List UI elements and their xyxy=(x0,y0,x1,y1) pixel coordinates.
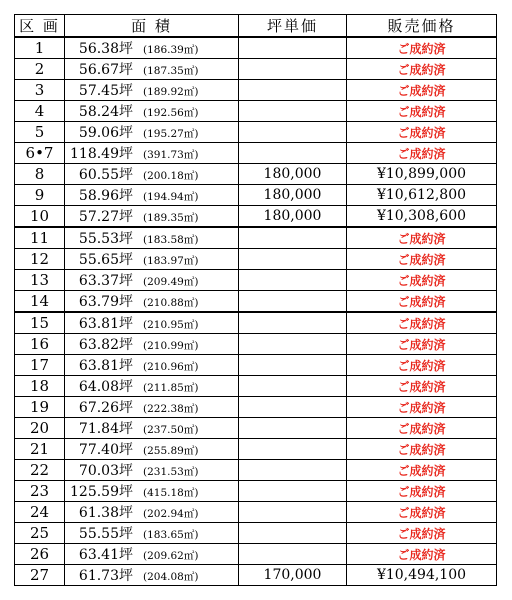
area-cell xyxy=(65,80,239,101)
area-cell xyxy=(65,122,239,143)
lot-number-cell: 16 xyxy=(15,334,65,355)
area-tsubo: 61.73坪 xyxy=(78,568,133,584)
sold-status-cell: ご成約済 xyxy=(347,312,497,334)
unit-price-cell: 170,000 xyxy=(239,565,347,586)
sale-price-cell: ¥10,308,600 xyxy=(347,206,497,228)
sold-status-cell: ご成約済 xyxy=(347,523,497,544)
sale-price-cell: ¥10,612,800 xyxy=(347,185,497,206)
area-cell xyxy=(65,37,239,59)
area-square-meters: (194.94㎡) xyxy=(143,191,199,203)
area-cell xyxy=(65,227,239,249)
unit-price-cell: 180,000 xyxy=(239,206,347,228)
lot-number-cell: 11 xyxy=(15,227,65,249)
sold-status-cell: ご成約済 xyxy=(347,397,497,418)
sold-status-cell: ご成約済 xyxy=(347,122,497,143)
area-cell xyxy=(65,544,239,565)
area-tsubo: 63.41坪 xyxy=(78,547,133,563)
area-tsubo: 64.08坪 xyxy=(78,379,133,395)
area-tsubo: 56.38坪 xyxy=(78,41,133,57)
area-square-meters: (210.88㎡) xyxy=(143,297,199,309)
table-row xyxy=(15,376,497,397)
area-tsubo: 58.24坪 xyxy=(78,104,133,120)
area-square-meters: (210.99㎡) xyxy=(143,340,199,352)
table-row xyxy=(15,334,497,355)
lot-number-cell: 20 xyxy=(15,418,65,439)
unit-price-cell xyxy=(239,376,347,397)
lot-number-cell: 4 xyxy=(15,101,65,122)
area-square-meters: (186.39㎡) xyxy=(143,44,199,56)
unit-price-column-header: 坪単価 xyxy=(239,15,347,38)
lot-number-cell: 5 xyxy=(15,122,65,143)
table-row xyxy=(15,206,497,228)
area-square-meters: (255.89㎡) xyxy=(143,445,199,457)
area-tsubo: 63.79坪 xyxy=(78,294,133,310)
area-square-meters: (202.94㎡) xyxy=(143,508,199,520)
area-tsubo: 118.49坪 xyxy=(70,146,133,162)
lot-number-cell: 19 xyxy=(15,397,65,418)
area-cell xyxy=(65,164,239,185)
area-cell xyxy=(65,565,239,586)
table-row xyxy=(15,101,497,122)
lot-number-cell: 15 xyxy=(15,312,65,334)
area-tsubo: 61.38坪 xyxy=(78,505,133,521)
unit-price-cell xyxy=(239,80,347,101)
area-cell xyxy=(65,418,239,439)
area-square-meters: (210.95㎡) xyxy=(143,319,199,331)
area-tsubo: 77.40坪 xyxy=(78,442,133,458)
sold-status-cell: ご成約済 xyxy=(347,80,497,101)
unit-price-cell xyxy=(239,270,347,291)
sold-status-cell: ご成約済 xyxy=(347,460,497,481)
area-square-meters: (415.18㎡) xyxy=(143,487,199,499)
unit-price-cell xyxy=(239,249,347,270)
table-row xyxy=(15,80,497,101)
unit-price-cell xyxy=(239,312,347,334)
area-cell xyxy=(65,523,239,544)
area-tsubo: 70.03坪 xyxy=(78,463,133,479)
unit-price-cell: 180,000 xyxy=(239,185,347,206)
table-row xyxy=(15,355,497,376)
unit-price-cell xyxy=(239,59,347,80)
lot-number-cell: 10 xyxy=(15,206,65,228)
lot-number-cell: 3 xyxy=(15,80,65,101)
unit-price-cell xyxy=(239,291,347,313)
area-tsubo: 55.65坪 xyxy=(78,252,133,268)
area-tsubo: 60.55坪 xyxy=(78,167,133,183)
area-cell xyxy=(65,334,239,355)
area-cell xyxy=(65,439,239,460)
unit-price-cell xyxy=(239,101,347,122)
area-square-meters: (211.85㎡) xyxy=(143,382,199,394)
area-square-meters: (187.35㎡) xyxy=(143,65,199,77)
table-row xyxy=(15,502,497,523)
area-cell xyxy=(65,185,239,206)
area-square-meters: (210.96㎡) xyxy=(143,361,199,373)
area-tsubo: 63.81坪 xyxy=(78,316,133,332)
sold-status-cell: ご成約済 xyxy=(347,376,497,397)
area-square-meters: (200.18㎡) xyxy=(143,170,199,182)
area-cell xyxy=(65,143,239,164)
area-square-meters: (183.97㎡) xyxy=(143,255,199,267)
lot-number-cell: 14 xyxy=(15,291,65,313)
lot-number-cell: 26 xyxy=(15,544,65,565)
lot-number-cell: 18 xyxy=(15,376,65,397)
table-row xyxy=(15,460,497,481)
unit-price-cell xyxy=(239,544,347,565)
lot-number-cell: 27 xyxy=(15,565,65,586)
sale-price-cell: ¥10,899,000 xyxy=(347,164,497,185)
table-row xyxy=(15,418,497,439)
area-square-meters: (183.58㎡) xyxy=(143,234,199,246)
lot-number-cell: 9 xyxy=(15,185,65,206)
area-square-meters: (209.62㎡) xyxy=(143,550,199,562)
area-tsubo: 57.45坪 xyxy=(78,83,133,99)
area-tsubo: 71.84坪 xyxy=(78,421,133,437)
lot-number-cell: 25 xyxy=(15,523,65,544)
table-row xyxy=(15,523,497,544)
lot-number-cell: 13 xyxy=(15,270,65,291)
unit-price-cell xyxy=(239,122,347,143)
lot-number-cell: 1 xyxy=(15,37,65,59)
area-column-header: 面 積 xyxy=(65,15,239,38)
area-cell xyxy=(65,206,239,228)
lot-price-table xyxy=(14,14,497,586)
lot-number-cell: 2 xyxy=(15,59,65,80)
table-row xyxy=(15,397,497,418)
lot-number-cell: 22 xyxy=(15,460,65,481)
table-row xyxy=(15,59,497,80)
sold-status-cell: ご成約済 xyxy=(347,481,497,502)
sold-status-cell: ご成約済 xyxy=(347,59,497,80)
unit-price-cell xyxy=(239,355,347,376)
lot-number-cell: 12 xyxy=(15,249,65,270)
table-row xyxy=(15,270,497,291)
table-row xyxy=(15,249,497,270)
area-square-meters: (391.73㎡) xyxy=(143,149,199,161)
area-square-meters: (192.56㎡) xyxy=(143,107,199,119)
table-row xyxy=(15,481,497,502)
sold-status-cell: ご成約済 xyxy=(347,37,497,59)
lot-price-table-container xyxy=(14,14,497,586)
area-tsubo: 125.59坪 xyxy=(70,484,133,500)
sale-price-cell: ¥10,494,100 xyxy=(347,565,497,586)
unit-price-cell xyxy=(239,481,347,502)
area-square-meters: (195.27㎡) xyxy=(143,128,199,140)
area-cell xyxy=(65,291,239,313)
area-tsubo: 59.06坪 xyxy=(78,125,133,141)
sold-status-cell: ご成約済 xyxy=(347,291,497,313)
sold-status-cell: ご成約済 xyxy=(347,249,497,270)
unit-price-cell xyxy=(239,334,347,355)
lot-number-cell: 17 xyxy=(15,355,65,376)
sold-status-cell: ご成約済 xyxy=(347,439,497,460)
area-square-meters: (231.53㎡) xyxy=(143,466,199,478)
area-tsubo: 57.27坪 xyxy=(78,209,133,225)
area-tsubo: 55.55坪 xyxy=(78,526,133,542)
area-cell xyxy=(65,312,239,334)
area-tsubo: 63.37坪 xyxy=(78,273,133,289)
table-row xyxy=(15,122,497,143)
table-row xyxy=(15,565,497,586)
area-square-meters: (189.92㎡) xyxy=(143,86,199,98)
area-tsubo: 55.53坪 xyxy=(78,231,133,247)
sold-status-cell: ご成約済 xyxy=(347,227,497,249)
unit-price-cell xyxy=(239,143,347,164)
area-tsubo: 58.96坪 xyxy=(78,188,133,204)
sold-status-cell: ご成約済 xyxy=(347,334,497,355)
table-row xyxy=(15,544,497,565)
unit-price-cell xyxy=(239,37,347,59)
area-tsubo: 63.81坪 xyxy=(78,358,133,374)
lot-number-cell: 8 xyxy=(15,164,65,185)
sold-status-cell: ご成約済 xyxy=(347,143,497,164)
lot-number-cell: 23 xyxy=(15,481,65,502)
area-tsubo: 56.67坪 xyxy=(78,62,133,78)
area-tsubo: 67.26坪 xyxy=(78,400,133,416)
area-cell xyxy=(65,59,239,80)
area-cell xyxy=(65,481,239,502)
area-cell xyxy=(65,101,239,122)
lot-number-cell: 24 xyxy=(15,502,65,523)
area-square-meters: (222.38㎡) xyxy=(143,403,199,415)
lot-column-header: 区 画 xyxy=(15,15,65,38)
sold-status-cell: ご成約済 xyxy=(347,544,497,565)
sold-status-cell: ご成約済 xyxy=(347,502,497,523)
table-header-row xyxy=(15,15,497,38)
sold-status-cell: ご成約済 xyxy=(347,355,497,376)
area-cell xyxy=(65,460,239,481)
area-square-meters: (183.65㎡) xyxy=(143,529,199,541)
table-row xyxy=(15,227,497,249)
sale-price-column-header: 販売価格 xyxy=(347,15,497,38)
table-row xyxy=(15,37,497,59)
area-square-meters: (204.08㎡) xyxy=(143,571,199,583)
area-cell xyxy=(65,270,239,291)
table-row xyxy=(15,143,497,164)
lot-number-cell: 21 xyxy=(15,439,65,460)
table-row xyxy=(15,164,497,185)
area-cell xyxy=(65,502,239,523)
unit-price-cell: 180,000 xyxy=(239,164,347,185)
sold-status-cell: ご成約済 xyxy=(347,270,497,291)
table-row xyxy=(15,312,497,334)
sold-status-cell: ご成約済 xyxy=(347,101,497,122)
unit-price-cell xyxy=(239,227,347,249)
unit-price-cell xyxy=(239,418,347,439)
sold-status-cell: ご成約済 xyxy=(347,418,497,439)
table-row xyxy=(15,291,497,313)
table-row xyxy=(15,185,497,206)
unit-price-cell xyxy=(239,397,347,418)
unit-price-cell xyxy=(239,439,347,460)
area-square-meters: (237.50㎡) xyxy=(143,424,199,436)
area-square-meters: (189.35㎡) xyxy=(143,212,199,224)
area-cell xyxy=(65,249,239,270)
unit-price-cell xyxy=(239,460,347,481)
area-cell xyxy=(65,397,239,418)
unit-price-cell xyxy=(239,502,347,523)
area-cell xyxy=(65,355,239,376)
area-tsubo: 63.82坪 xyxy=(78,337,133,353)
lot-number-cell: 6•7 xyxy=(15,143,65,164)
unit-price-cell xyxy=(239,523,347,544)
area-cell xyxy=(65,376,239,397)
area-square-meters: (209.49㎡) xyxy=(143,276,199,288)
table-body xyxy=(15,37,497,586)
table-row xyxy=(15,439,497,460)
